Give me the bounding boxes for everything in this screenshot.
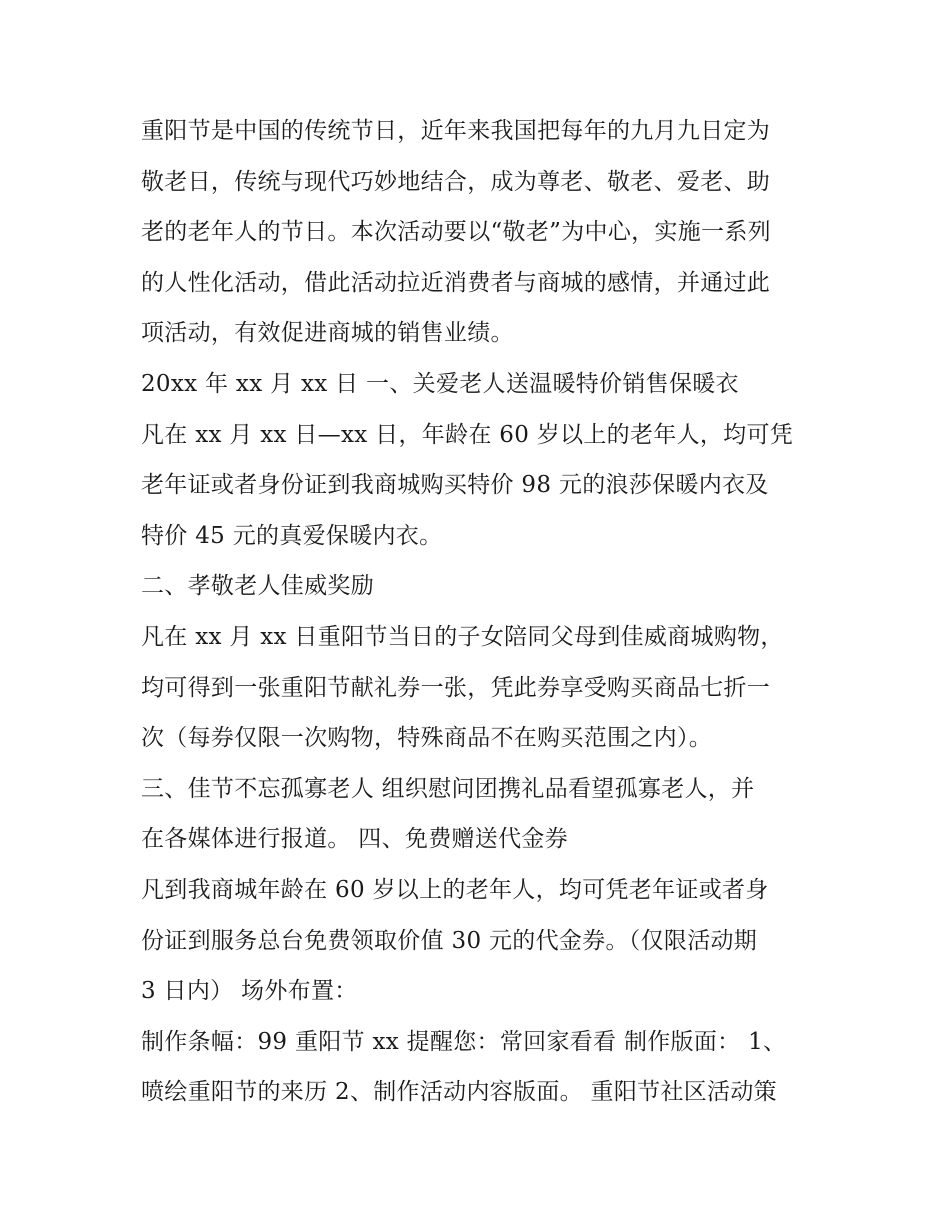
text-line: 3 日内） 场外布置： (141, 978, 358, 1005)
text-line: 重阳节是中国的传统节日，近年来我国把每年的九月九日定为 (141, 118, 771, 144)
text-line: 的人性化活动，借此活动拉近消费者与商城的感情，并通过此 (141, 269, 771, 296)
document-body (141, 106, 813, 1118)
text-line: 老的老年人的节日。本次活动要以“敬老”为中心，实施一系列 (141, 219, 771, 246)
text-line: 制作条幅：99 重阳节 xx 提醒您：常回家看看 制作版面： 1、 (141, 1028, 787, 1055)
text-line: 20xx 年 xx 月 xx 日 一、关爱老人送温暖特价销售保暖衣 (141, 370, 739, 397)
text-line: 特价 45 元的真爱保暖内衣。 (141, 522, 443, 549)
text-line: 次（每券仅限一次购物，特殊商品不在购买范围之内）。 (141, 725, 712, 752)
text-line: 凡在 xx 月 xx 日—xx 日，年龄在 60 岁以上的老年人，均可凭 (141, 421, 794, 448)
text-line: 份证到服务总台免费领取价值 30 元的代金券。（仅限活动期 (141, 927, 758, 954)
text-line: 在各媒体进行报道。 四、免费赠送代金券 (141, 826, 569, 853)
text-line: 敬老日，传统与现代巧妙地结合，成为尊老、敬老、爱老、助 (141, 168, 771, 195)
text-line: 均可得到一张重阳节献礼券一张，凭此券享受购买商品七折一 (141, 674, 771, 701)
text-line: 凡到我商城年龄在 60 岁以上的老年人，均可凭老年证或者身 (141, 876, 769, 903)
text-line: 喷绘重阳节的来历 2、制作活动内容版面。 重阳节社区活动策 (141, 1079, 777, 1106)
text-line: 凡在 xx 月 xx 日重阳节当日的子女陪同父母到佳威商城购物， (141, 623, 784, 650)
text-line: 项活动，有效促进商城的销售业绩。 (141, 320, 514, 347)
text-line: 老年证或者身份证到我商城购买特价 98 元的浪莎保暖内衣及 (141, 472, 769, 499)
section-heading: 二、孝敬老人佳威奖励 (141, 573, 374, 600)
text-line: 三、佳节不忘孤寡老人 组织慰问团携礼品看望孤寡老人，并 (141, 775, 755, 802)
